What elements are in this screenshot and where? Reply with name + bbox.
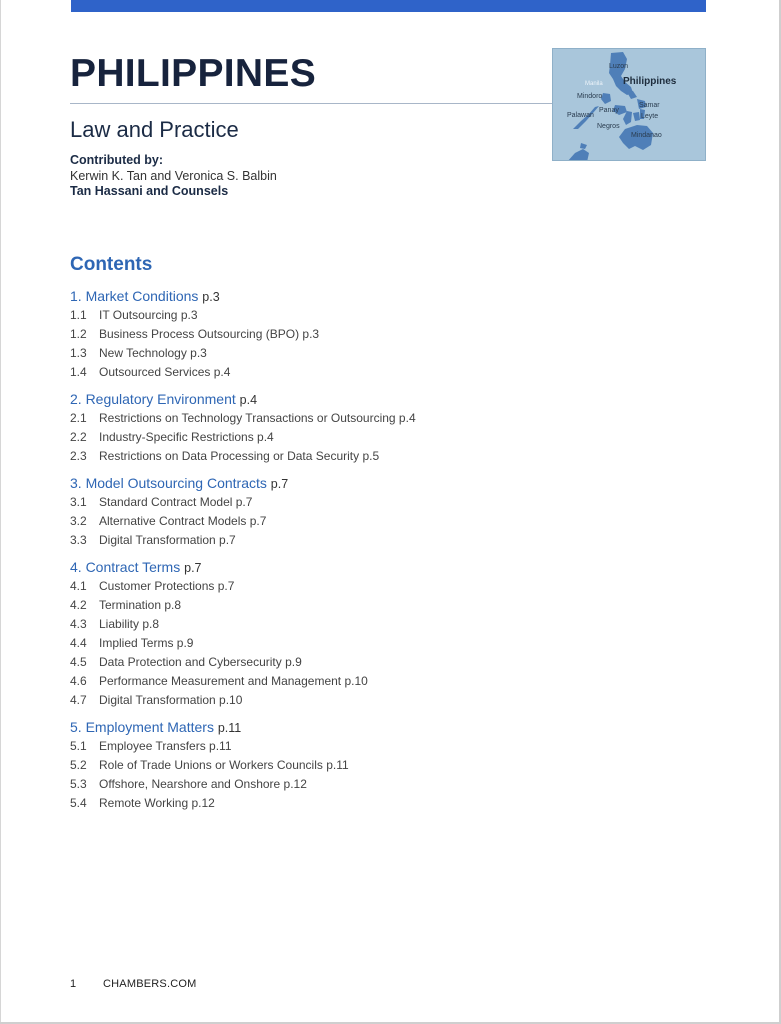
toc-item[interactable]: [70, 325, 630, 344]
map-label-philippines: Philippines: [623, 76, 677, 87]
toc-item-text: Restrictions on Technology Transactions or Outsourcing p.4: [99, 411, 416, 425]
toc-item-number: 5.4: [70, 796, 87, 810]
toc-item[interactable]: [70, 493, 630, 512]
contributed-by-label: Contributed by:: [70, 153, 164, 167]
toc-item[interactable]: [70, 428, 630, 447]
toc-item-number: 2.1: [70, 411, 87, 425]
toc-item-text: Implied Terms p.9: [99, 636, 194, 650]
toc-item[interactable]: [70, 737, 630, 756]
toc-item-text: Remote Working p.12: [99, 796, 215, 810]
toc-item-number: 1.1: [70, 308, 87, 322]
philippines-map: [552, 48, 706, 161]
toc-section-link[interactable]: [70, 389, 630, 409]
title-divider: [70, 103, 552, 104]
toc-item-text: Alternative Contract Models p.7: [99, 514, 267, 528]
toc-item-number: 1.4: [70, 365, 87, 379]
toc-section: [70, 389, 630, 466]
map-label-negros: Negros: [597, 123, 620, 130]
toc-item-number: 4.4: [70, 636, 87, 650]
toc-item[interactable]: [70, 672, 630, 691]
toc-item[interactable]: [70, 691, 630, 710]
toc-section: [70, 557, 630, 710]
toc-item-text: Digital Transformation p.7: [99, 533, 236, 547]
map-label-panay: Panay: [599, 107, 619, 114]
toc-section-title: 3. Model Outsourcing Contracts: [70, 475, 267, 491]
toc-section-page: p.11: [217, 721, 242, 735]
toc-item[interactable]: [70, 634, 630, 653]
page-number: 1: [70, 978, 77, 990]
toc-item-number: 3.3: [70, 533, 87, 547]
toc-section-page: p.3: [202, 290, 220, 304]
table-of-contents: [70, 286, 630, 820]
toc-section-link[interactable]: [70, 557, 630, 577]
law-firm-name: Tan Hassani and Counsels: [70, 184, 229, 198]
toc-item[interactable]: [70, 596, 630, 615]
contents-heading: Contents: [70, 254, 153, 275]
toc-section-title: 1. Market Conditions: [70, 288, 199, 304]
toc-section-link[interactable]: [70, 473, 630, 493]
map-land-shapes: [553, 49, 706, 161]
page-edge: [0, 0, 1, 1024]
toc-section-title: 2. Regulatory Environment: [70, 391, 236, 407]
toc-item-text: Industry-Specific Restrictions p.4: [99, 430, 274, 444]
toc-item-text: New Technology p.3: [99, 346, 207, 360]
toc-item-number: 4.3: [70, 617, 87, 631]
toc-item-text: IT Outsourcing p.3: [99, 308, 198, 322]
toc-item-number: 3.1: [70, 495, 87, 509]
toc-item-number: 4.5: [70, 655, 87, 669]
toc-item-text: Termination p.8: [99, 598, 182, 612]
toc-item-number: 2.2: [70, 430, 87, 444]
toc-item-text: Digital Transformation p.10: [99, 693, 243, 707]
toc-section-link[interactable]: [70, 286, 630, 306]
toc-section-page: p.4: [239, 393, 258, 407]
toc-item-number: 1.2: [70, 327, 87, 341]
toc-item-text: Customer Protections p.7: [99, 579, 235, 593]
toc-section: [70, 286, 630, 382]
toc-item[interactable]: [70, 447, 630, 466]
toc-item-text: Data Protection and Cybersecurity p.9: [99, 655, 302, 669]
toc-item-text: Business Process Outsourcing (BPO) p.3: [99, 327, 320, 341]
toc-item-number: 5.2: [70, 758, 87, 772]
toc-section-page: p.7: [184, 561, 202, 575]
toc-item[interactable]: [70, 756, 630, 775]
map-label-mindanao: Mindanao: [631, 132, 662, 139]
toc-item[interactable]: [70, 306, 630, 325]
toc-section-link[interactable]: [70, 717, 630, 737]
map-label-manila: Manila: [585, 81, 603, 87]
toc-item-text: Performance Measurement and Management p.10: [99, 674, 368, 688]
toc-item[interactable]: [70, 577, 630, 596]
toc-item[interactable]: [70, 775, 630, 794]
toc-section-title: 4. Contract Terms: [70, 559, 181, 575]
toc-item-number: 4.2: [70, 598, 87, 612]
toc-item[interactable]: [70, 512, 630, 531]
toc-item-number: 5.1: [70, 739, 87, 753]
toc-item[interactable]: [70, 344, 630, 363]
map-label-palawan: Palawan: [567, 112, 594, 119]
toc-item[interactable]: [70, 653, 630, 672]
toc-item-number: 3.2: [70, 514, 87, 528]
toc-item-text: Offshore, Nearshore and Onshore p.12: [99, 777, 307, 791]
toc-item-text: Employee Transfers p.11: [99, 739, 232, 753]
toc-item[interactable]: [70, 531, 630, 550]
toc-item-text: Outsourced Services p.4: [99, 365, 231, 379]
toc-item[interactable]: [70, 794, 630, 813]
toc-item-text: Standard Contract Model p.7: [99, 495, 253, 509]
toc-item-number: 4.6: [70, 674, 87, 688]
toc-section: [70, 473, 630, 550]
toc-item-number: 1.3: [70, 346, 87, 360]
toc-item-number: 2.3: [70, 449, 87, 463]
toc-item-text: Liability p.8: [99, 617, 160, 631]
toc-item[interactable]: [70, 363, 630, 382]
toc-item-text: Restrictions on Data Processing or Data Security p.5: [99, 449, 380, 463]
toc-item[interactable]: [70, 615, 630, 634]
toc-item-number: 4.1: [70, 579, 87, 593]
toc-section: [70, 717, 630, 813]
header-accent-bar: [71, 0, 706, 12]
toc-section-page: p.7: [270, 477, 289, 491]
toc-item-number: 4.7: [70, 693, 87, 707]
map-label-luzon: Luzon: [609, 63, 629, 70]
footer-site-link[interactable]: CHAMBERS.COM: [103, 978, 197, 990]
page-subtitle: Law and Practice: [70, 117, 239, 142]
map-label-mindoro: Mindoro: [577, 93, 603, 100]
toc-item-number: 5.3: [70, 777, 87, 791]
toc-item-text: Role of Trade Unions or Workers Councils p.11: [99, 758, 349, 772]
toc-item[interactable]: [70, 409, 630, 428]
page-title: PHILIPPINES: [70, 52, 317, 95]
contributors-names: Kerwin K. Tan and Veronica S. Balbin: [70, 169, 277, 183]
map-label-samar: Samar: [639, 102, 660, 109]
map-label-leyte: Leyte: [641, 113, 659, 120]
toc-section-title: 5. Employment Matters: [70, 719, 214, 735]
